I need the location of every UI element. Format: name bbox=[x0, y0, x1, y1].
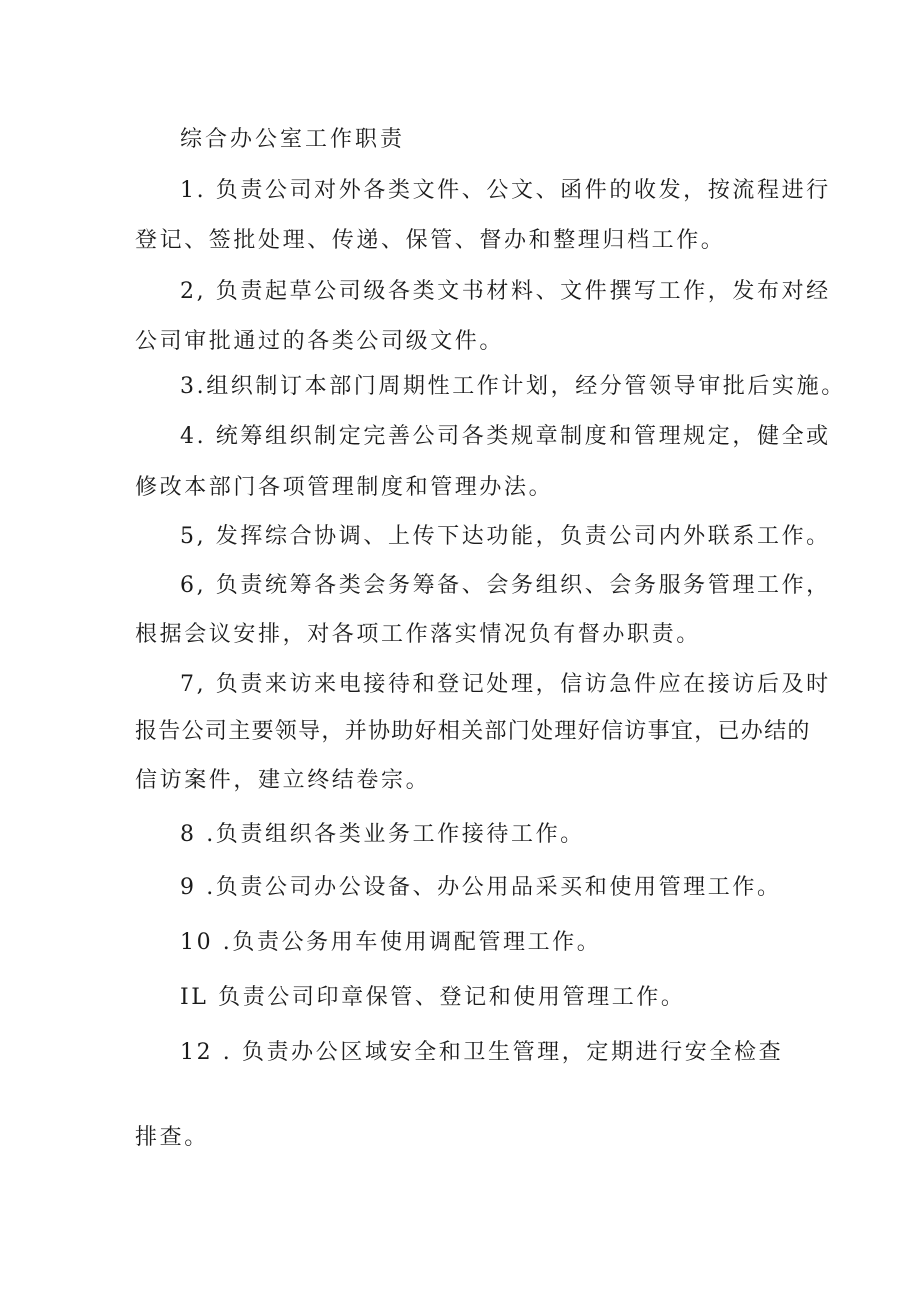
paragraph-line: 8 .负责组织各类业务工作接待工作。 bbox=[180, 822, 585, 847]
paragraph-line: 公司审批通过的各类公司级文件。 bbox=[135, 329, 505, 354]
paragraph-line: 6, 负责统筹各类会务筹备、会务组织、会务服务管理工作， bbox=[180, 573, 831, 598]
paragraph-line: 9 .负责公司办公设备、办公用品采买和使用管理工作。 bbox=[180, 875, 782, 900]
document-title: 综合办公室工作职责 bbox=[180, 127, 406, 152]
paragraph-line: 5, 发挥综合协调、上传下达功能，负责公司内外联系工作。 bbox=[180, 524, 831, 549]
paragraph-line: 3.组织制订本部门周期性工作计划，经分管领导审批后实施。 bbox=[180, 374, 846, 399]
paragraph-line: 信访案件，建立终结卷宗。 bbox=[135, 768, 431, 793]
paragraph-line: 10 .负责公务用车使用调配管理工作。 bbox=[180, 930, 602, 955]
paragraph-line: 4. 统筹组织制定完善公司各类规章制度和管理规定，健全或 bbox=[180, 424, 831, 449]
paragraph-line: 排查。 bbox=[135, 1125, 209, 1150]
paragraph-line: 根据会议安排，对各项工作落实情况负有督办职责。 bbox=[135, 622, 701, 647]
paragraph-line: 1. 负责公司对外各类文件、公文、函件的收发，按流程进行 bbox=[180, 178, 831, 203]
paragraph-line: IL 负责公司印章保管、登记和使用管理工作。 bbox=[180, 985, 686, 1010]
paragraph-line: 报告公司主要领导，并协助好相关部门处理好信访事宜，已办结的 bbox=[135, 719, 811, 744]
paragraph-line: 登记、签批处理、传递、保管、督办和整理归档工作。 bbox=[135, 228, 726, 253]
paragraph-line: 修改本部门各项管理制度和管理办法。 bbox=[135, 475, 554, 500]
paragraph-line: 2, 负责起草公司级各类文书材料、文件撰写工作，发布对经 bbox=[180, 279, 831, 304]
paragraph-line: 12 . 负责办公区域安全和卫生管理，定期进行安全检查 bbox=[180, 1040, 784, 1065]
paragraph-line: 7, 负责来访来电接待和登记处理，信访急件应在接访后及时 bbox=[180, 672, 831, 697]
